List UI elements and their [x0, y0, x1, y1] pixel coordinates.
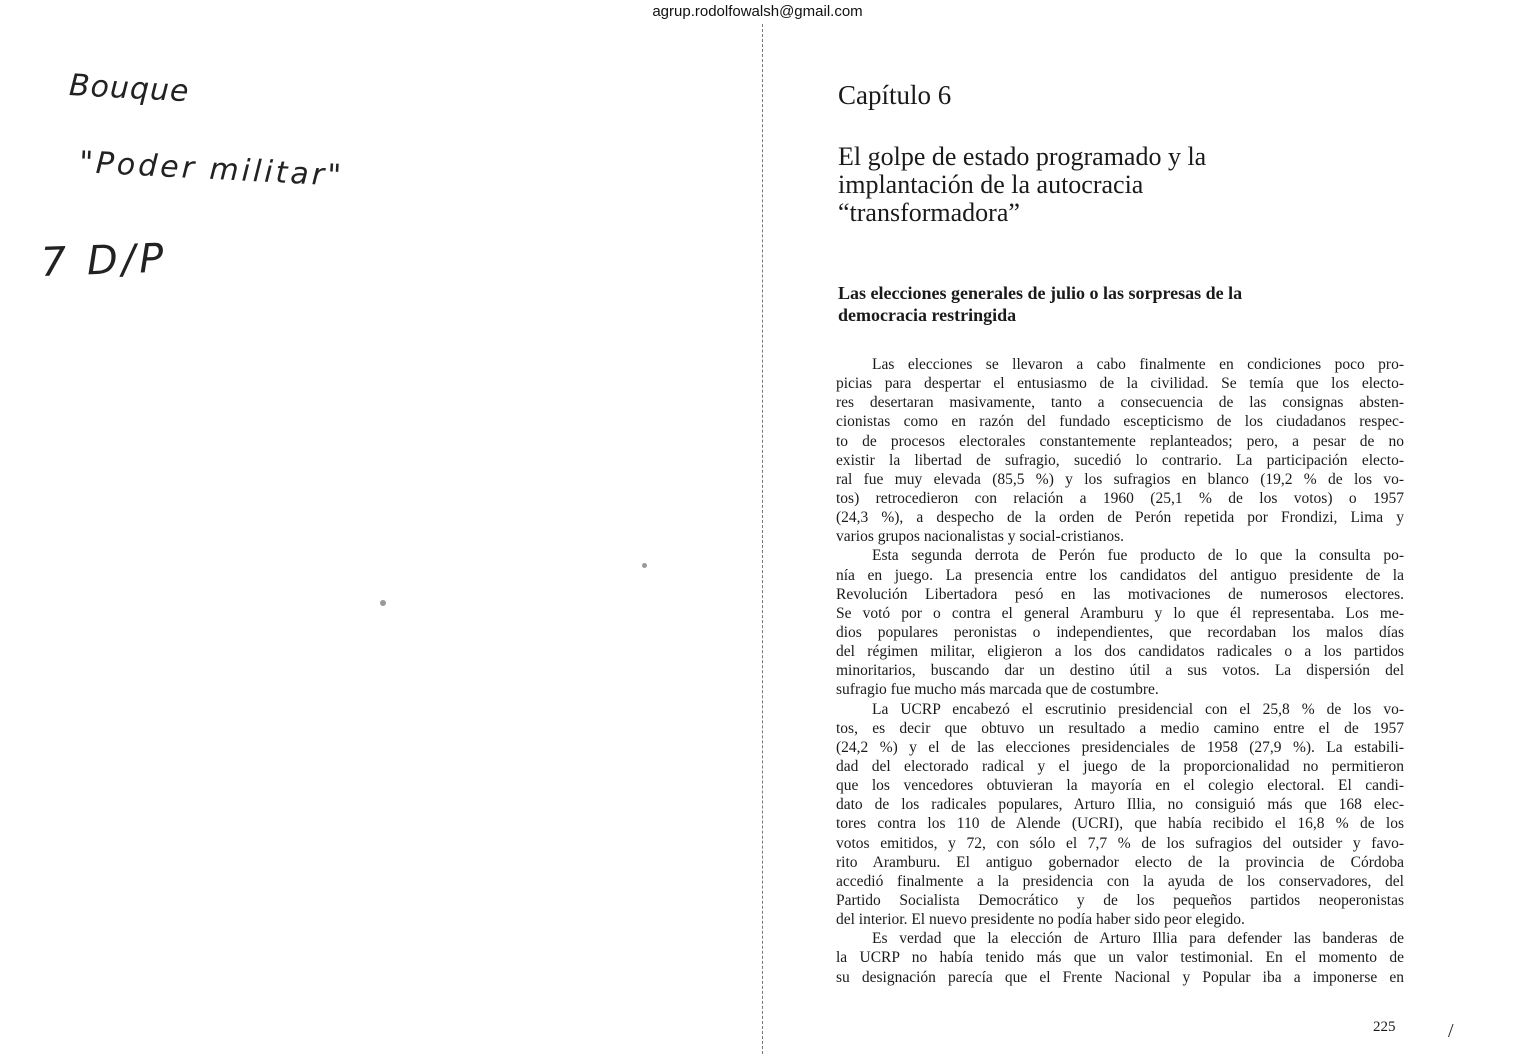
scan-speck — [380, 600, 386, 606]
body-line: ral fue muy elevada (85,5 %) y los sufragios en blanco (19,2 % de los vo- — [836, 470, 1404, 488]
body-line: existir la libertad de sufragio, sucedió lo contrario. La participación electo- — [836, 451, 1404, 469]
body-line: (24,2 %) y el de las elecciones presidenciales de 1958 (27,9 %). La estabili- — [836, 738, 1404, 756]
body-line: del interior. El nuevo presidente no podía haber sido peor elegido. — [836, 911, 1245, 929]
body-line: minoritarios, buscando dar un destino útil a sus votos. La dispersión del — [836, 662, 1404, 680]
scan-speck — [642, 563, 647, 568]
book-spine-fold — [762, 24, 763, 1054]
body-line: Se votó por o contra el general Aramburu y lo que él representaba. Los me- — [836, 604, 1404, 622]
body-line: La UCRP encabezó el escrutinio presidencial con el 25,8 % de los vo- — [872, 700, 1404, 718]
body-line: la UCRP no había tenido más que un valor testimonial. En el momento de — [836, 949, 1404, 967]
body-line: Revolución Libertadora pesó en las motivaciones de numerosos electores. — [836, 585, 1404, 603]
body-line: dad del electorado radical y el juego de la proporcionalidad no permitieron — [836, 757, 1404, 775]
body-line: tores contra los 110 de Alende (UCRI), que había recibido el 16,8 % de los — [836, 815, 1404, 833]
body-line: dios populares peronistas o independientes, que recordaban los malos días — [836, 623, 1404, 641]
body-line: dato de los radicales populares, Arturo Illia, no consiguió más que 168 elec- — [836, 796, 1404, 814]
chapter-label: Capítulo 6 — [838, 80, 952, 110]
body-line: tos, es decir que obtuvo un resultado a medio camino entre el de 1957 — [836, 719, 1404, 737]
body-line: Esta segunda derrota de Perón fue producto de lo que la consulta po- — [872, 547, 1404, 565]
body-line: accedió finalmente a la presidencia con la ayuda de los conservadores, del — [836, 872, 1404, 890]
body-text — [836, 355, 1404, 987]
handwritten-note: Bouque — [68, 68, 191, 110]
body-line: votos emitidos, y 72, con sólo el 7,7 % de los sufragios del outsider y favo- — [836, 834, 1404, 852]
body-line: varios grupos nacionalistas y social-cristianos. — [836, 528, 1124, 546]
body-line: tos) retrocedieron con relación a 1960 (25,1 % de los votos) o 1957 — [836, 489, 1404, 507]
body-line: rito Aramburu. El antiguo gobernador electo de la provincia de Córdoba — [836, 853, 1404, 871]
section-heading-line: Las elecciones generales de julio o las sorpresas de la — [838, 283, 1243, 303]
header-email: agrup.rodolfowalsh@gmail.com — [652, 3, 863, 20]
body-line: su designación parecía que el Frente Nacional y Popular iba a imponerse en — [836, 968, 1404, 986]
body-line: (24,3 %), a despecho de la orden de Perón repetida por Frondizi, Lima y — [836, 509, 1404, 527]
chapter-title — [838, 143, 1438, 227]
body-line: picias para despertar el entusiasmo de la civilidad. Se temía que los electo- — [836, 375, 1404, 393]
body-line: Partido Socialista Democrático y de los pequeños partidos neoperonistas — [836, 891, 1404, 909]
page-number: 225 — [1373, 1019, 1396, 1035]
section-heading-line: democracia restringida — [838, 305, 1017, 325]
chapter-title-line: “transformadora” — [838, 198, 1020, 227]
handwritten-note: "Poder militar" — [78, 145, 345, 194]
body-line: to de procesos electorales constantemente replanteados; pero, a pesar de no — [836, 432, 1404, 450]
chapter-title-line: implantación de la autocracia — [838, 170, 1144, 199]
handwritten-note: 7 D/P — [40, 235, 169, 286]
body-line: cionistas como en razón del fundado escepticismo de los ciudadanos respec- — [836, 413, 1404, 431]
body-line: del régimen militar, eligieron a los dos candidatos radicales o a los partidos — [836, 643, 1404, 661]
body-line: que los vencedores obtuvieran la mayoría en el colegio electoral. El candi- — [836, 777, 1404, 795]
section-heading — [838, 282, 1438, 326]
body-line: res desertaran masivamente, tanto a consecuencia de las consignas absten- — [836, 394, 1404, 412]
chapter-title-line: El golpe de estado programado y la — [838, 142, 1207, 171]
body-line: sufragio fue mucho más marcada que de costumbre. — [836, 681, 1159, 699]
body-line: nía en juego. La presencia entre los candidatos del antiguo presidente de la — [836, 566, 1404, 584]
scan-mark: / — [1448, 1020, 1454, 1042]
body-line: Es verdad que la elección de Arturo Illia para defender las banderas de — [872, 930, 1404, 948]
body-line: Las elecciones se llevaron a cabo finalmente en condiciones poco pro- — [872, 356, 1404, 373]
